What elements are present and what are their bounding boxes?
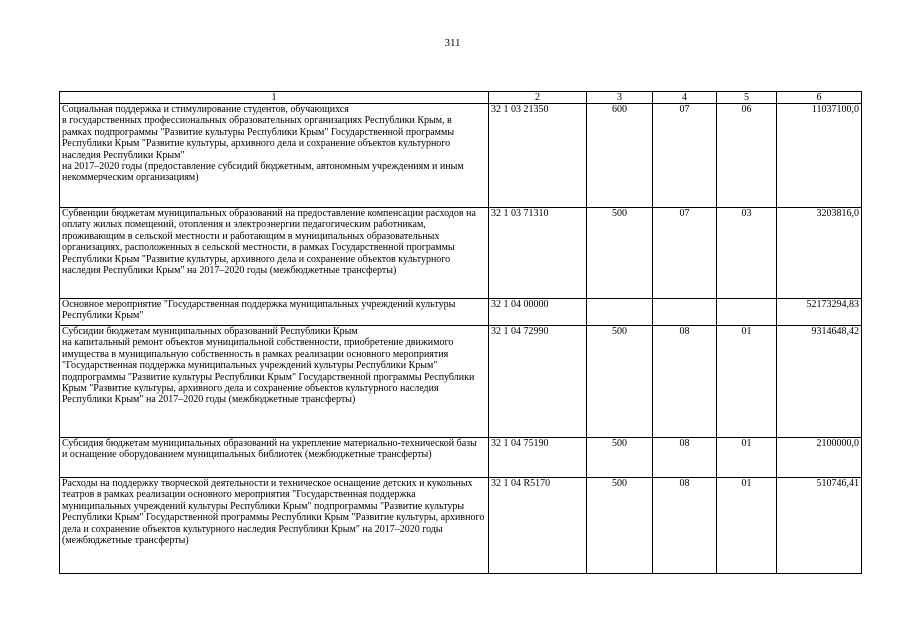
row-amount: 9314648,42 [777,326,862,438]
row-target-code: 32 1 03 21350 [489,104,587,208]
row-expense-group [587,299,653,326]
row-section [653,299,717,326]
budget-table [59,91,862,574]
row-amount: 52173294,83 [777,299,862,326]
row-target-code: 32 1 04 72990 [489,326,587,438]
table-row [60,438,862,478]
table-row [60,326,862,438]
header-col-description: 1 [60,92,489,104]
row-section: 07 [653,104,717,208]
header-col-subsection: 5 [717,92,777,104]
row-target-code: 32 1 04 00000 [489,299,587,326]
row-expense-group: 500 [587,326,653,438]
row-amount: 2100000,0 [777,438,862,478]
table-header-row [60,92,862,104]
row-description [60,104,489,208]
page-number: 311 [444,37,461,49]
row-description-text: Субсидия бюджетам муниципальных образований на укрепление материально-технической базы и оснащение оборудованием муниципальных библиотек (межбюджетные трансферты) [62,438,477,461]
header-col-target-code: 2 [489,92,587,104]
row-target-code: 32 1 04 R5170 [489,478,587,574]
row-description-text: Расходы на поддержку творческой деятельности и техническое оснащение детских и кукольных театров в рамках реализации основного мероприятия "Государственная поддержка муниципальных учреждений культуры Республики Крым" подпрограммы "Развитие культуры Республики Крым" Государственной программы Республики Крым "Развитие культуры, архивного дела и сохранение объектов культурного наследия Республики Крым" на 2017–2020 годы (межбюджетные трансферты) [62,478,485,547]
row-description-text: Субвенции бюджетам муниципальных образований на предоставление компенсации расходов на оплату жилых помещений, отопления и электроэнергии педагогическим работникам, проживающим в сельской местности и работающим в муниципальных образовательных организациях, расположенных в сельской местности, в рамках Государственной программы Республики Крым "Развитие культуры, архивного дела и сохранение объектов культурного наследия Республики Крым" на 2017–2020 годы (межбюджетные трансферты) [62,208,476,277]
row-section: 08 [653,326,717,438]
row-description [60,326,489,438]
row-expense-group: 500 [587,208,653,299]
row-subsection: 01 [717,326,777,438]
row-description-text: Социальная поддержка и стимулирование студентов, обучающихся в государственных профессиональных образовательных организациях Республики Крым, в рамках подпрограммы "Развитие культуры Республики Крым" Государственной программы Республики Крым "Развитие культуры, архивного дела и сохранение объектов культурного наследия Республики Крым" на 2017–2020 годы (предоставление субсидий бюджетным, автономным учреждениям и иным некоммерческим организациям) [62,104,464,184]
row-description-text: Субсидии бюджетам муниципальных образований Республики Крым на капитальный ремонт объектов муниципальной собственности, приобретение движимого имущества в муниципальную собственность в рамках реализации основного мероприятия "Государственная поддержка муниципальных учреждений культуры Республики Крым" подпрограммы "Развитие культуры Республики Крым" Государственной программы Республики Крым "Развитие культуры, архивного дела и сохранение объектов культурного наследия Республики Крым" на 2017–2020 годы (межбюджетные трансферты) [62,326,475,406]
row-section: 07 [653,208,717,299]
table-row [60,104,862,208]
row-description [60,299,489,326]
row-subsection: 06 [717,104,777,208]
row-subsection: 01 [717,438,777,478]
header-col-amount: 6 [777,92,862,104]
row-subsection [717,299,777,326]
row-description [60,478,489,574]
row-amount: 3203816,0 [777,208,862,299]
row-description [60,438,489,478]
row-subsection: 01 [717,478,777,574]
table-row [60,208,862,299]
row-expense-group: 500 [587,438,653,478]
row-expense-group: 500 [587,478,653,574]
row-expense-group: 600 [587,104,653,208]
header-col-expense-group: 3 [587,92,653,104]
row-target-code: 32 1 03 71310 [489,208,587,299]
row-description-text: Основное мероприятие "Государственная поддержка муниципальных учреждений культуры Республики Крым" [62,299,456,322]
table-row [60,478,862,574]
row-section: 08 [653,478,717,574]
row-subsection: 03 [717,208,777,299]
row-amount: 11037100,0 [777,104,862,208]
row-section: 08 [653,438,717,478]
row-description [60,208,489,299]
header-col-section: 4 [653,92,717,104]
row-target-code: 32 1 04 75190 [489,438,587,478]
table-row [60,299,862,326]
row-amount: 510746,41 [777,478,862,574]
